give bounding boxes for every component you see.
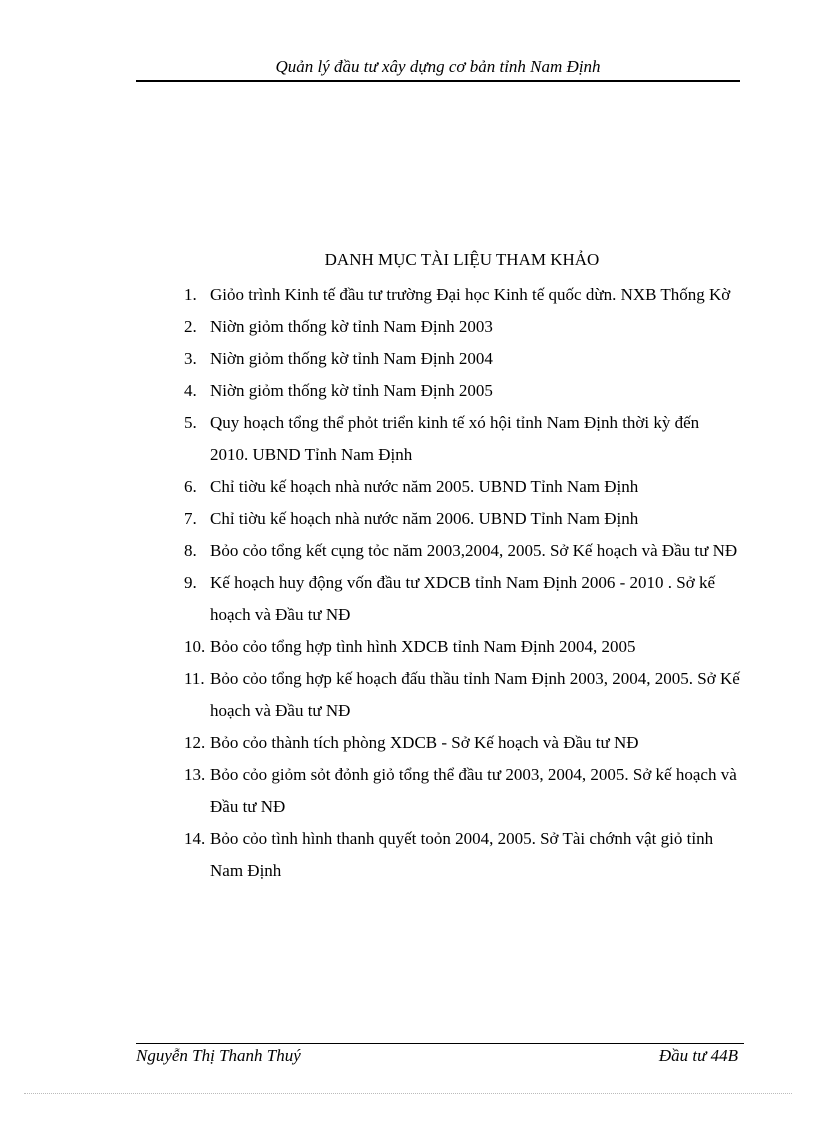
reference-text: Bỏo cỏo tổng hợp tình hình XDCB tỉnh Nam Định 2004, 2005 (210, 637, 636, 656)
reference-text: Chỉ tiờu kế hoạch nhà nước năm 2006. UBND Tỉnh Nam Định (210, 509, 639, 528)
reference-number: 9. (184, 573, 197, 592)
footer-divider (136, 1043, 744, 1044)
reference-text: Bỏo cỏo giỏm sỏt đỏnh giỏ tổng thể đầu tư 2003, 2004, 2005. Sở kế hoạch và Đầu tư NĐ (210, 765, 737, 816)
reference-text: Giỏo trình Kinh tế đầu tư trường Đại học Kinh tế quốc dừn. NXB Thống Kờ (210, 285, 731, 304)
reference-text: Niờn giỏm thống kờ tỉnh Nam Định 2003 (210, 317, 493, 336)
reference-number: 5. (184, 413, 197, 432)
reference-item (184, 375, 740, 407)
reference-number: 12. (184, 733, 206, 752)
reference-item (184, 631, 740, 663)
section-title: DANH MỤC TÀI LIỆU THAM KHẢO (324, 250, 600, 269)
reference-number: 7. (184, 509, 197, 528)
reference-item (184, 471, 740, 503)
reference-number: 4. (184, 381, 197, 400)
footer-class: Đầu tư 44B (658, 1046, 738, 1065)
reference-number: 2. (184, 317, 197, 336)
reference-item (184, 759, 740, 823)
reference-number: 10. (184, 637, 206, 656)
reference-text: Niờn giỏm thống kờ tỉnh Nam Định 2004 (210, 349, 493, 368)
footer-author: Nguyễn Thị Thanh Thuý (136, 1046, 301, 1065)
reference-item (184, 503, 740, 535)
reference-item (184, 279, 740, 311)
reference-item (184, 343, 740, 375)
reference-number: 13. (184, 765, 206, 784)
reference-text: Niờn giỏm thống kờ tỉnh Nam Định 2005 (210, 381, 493, 400)
reference-number: 14. (184, 829, 206, 848)
reference-text: Bỏo cỏo thành tích phòng XDCB - Sở Kế hoạch và Đầu tư NĐ (210, 733, 639, 752)
reference-item (184, 823, 740, 887)
reference-item (184, 311, 740, 343)
reference-text: Chỉ tiờu kế hoạch nhà nước năm 2005. UBND Tỉnh Nam Định (210, 477, 639, 496)
reference-item (184, 567, 740, 631)
reference-text: Bỏo cỏo tổng hợp kế hoạch đấu thầu tỉnh Nam Định 2003, 2004, 2005. Sở Kế hoạch và Đầu tư NĐ (210, 669, 740, 720)
page-bottom-edge (24, 1093, 792, 1094)
reference-item (184, 663, 740, 727)
page-header-title: Quản lý đầu tư xây dựng cơ bản tỉnh Nam Định (275, 57, 601, 76)
reference-number: 8. (184, 541, 197, 560)
reference-text: Bỏo cỏo tình hình thanh quyết toỏn 2004, 2005. Sở Tài chớnh vật giỏ tỉnh Nam Định (210, 829, 714, 880)
reference-list (184, 279, 740, 887)
reference-text: Bỏo cỏo tổng kết cụng tỏc năm 2003,2004, 2005. Sở Kế hoạch và Đầu tư NĐ (210, 541, 738, 560)
reference-text: Quy hoạch tổng thể phỏt triển kinh tế xó hội tỉnh Nam Định thời kỳ đến 2010. UBND Tỉnh Nam Định (210, 413, 700, 464)
reference-item (184, 407, 740, 471)
reference-item (184, 535, 740, 567)
reference-number: 1. (184, 285, 197, 304)
reference-number: 6. (184, 477, 197, 496)
header-divider (136, 80, 740, 82)
reference-number: 11. (184, 669, 205, 688)
reference-number: 3. (184, 349, 197, 368)
reference-item (184, 727, 740, 759)
reference-text: Kế hoạch huy động vốn đầu tư XDCB tỉnh Nam Định 2006 - 2010 . Sở kế hoạch và Đầu tư NĐ (210, 573, 716, 624)
